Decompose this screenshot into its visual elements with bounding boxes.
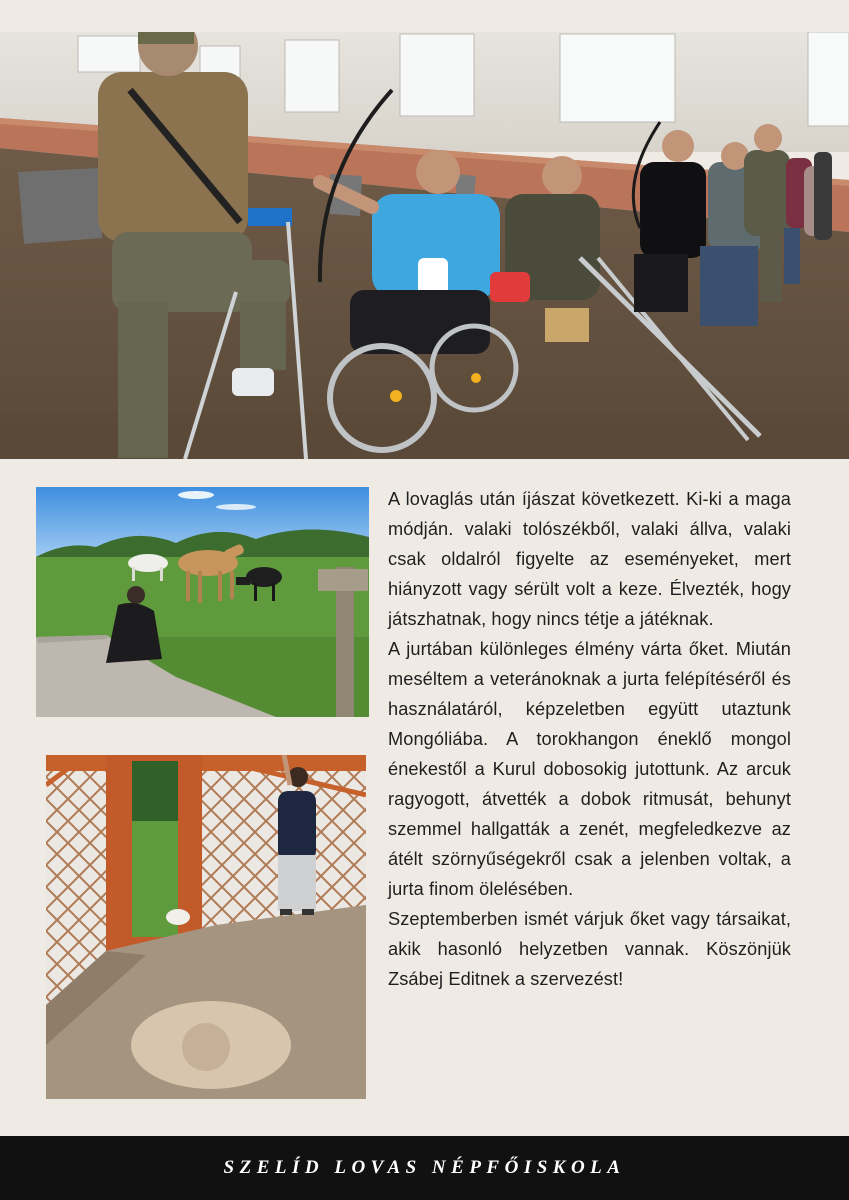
article-paragraph-3: Szeptemberben ismét várjuk őket vagy társaikat, akik hasonló helyzetben vannak. Köszönjük Zsábej Editnek a szervezést! xyxy=(388,909,791,989)
footer-title: SZELÍD LOVAS NÉPFŐISKOLA xyxy=(223,1157,626,1178)
horses-field-photo xyxy=(36,487,369,717)
article-paragraph-1: A lovaglás után íjászat következett. Ki-ki a maga módján. valaki tolószékből, valaki állva, valaki csak oldalról figyelte az eseményeket, mert hiányzott vagy sérült volt a keze. Élvezték, hogy játszhatnak, hogy nincs tétje a játéknak. xyxy=(388,489,791,629)
article-body xyxy=(388,484,791,994)
article-paragraph-2: A jurtában különleges élmény várta őket. Miután meséltem a veteránoknak a jurta felépítéséről és használatáról, képzeletben együtt utaztunk Mongóliába. A torokhangon éneklő mongol énekestől a Kurul dobosokig jutottunk. Az arcuk ragyogott, átvették a dobok ritmusát, behunyt szemmel hallgatták a zenét, megfeledkezve az átélt szörnyűségekről csak a jelenben voltak, a jurta finom ölelésében. xyxy=(388,639,791,899)
archery-hall-photo xyxy=(0,32,849,459)
yurt-interior-photo xyxy=(46,755,366,1099)
footer-bar xyxy=(0,1136,849,1200)
